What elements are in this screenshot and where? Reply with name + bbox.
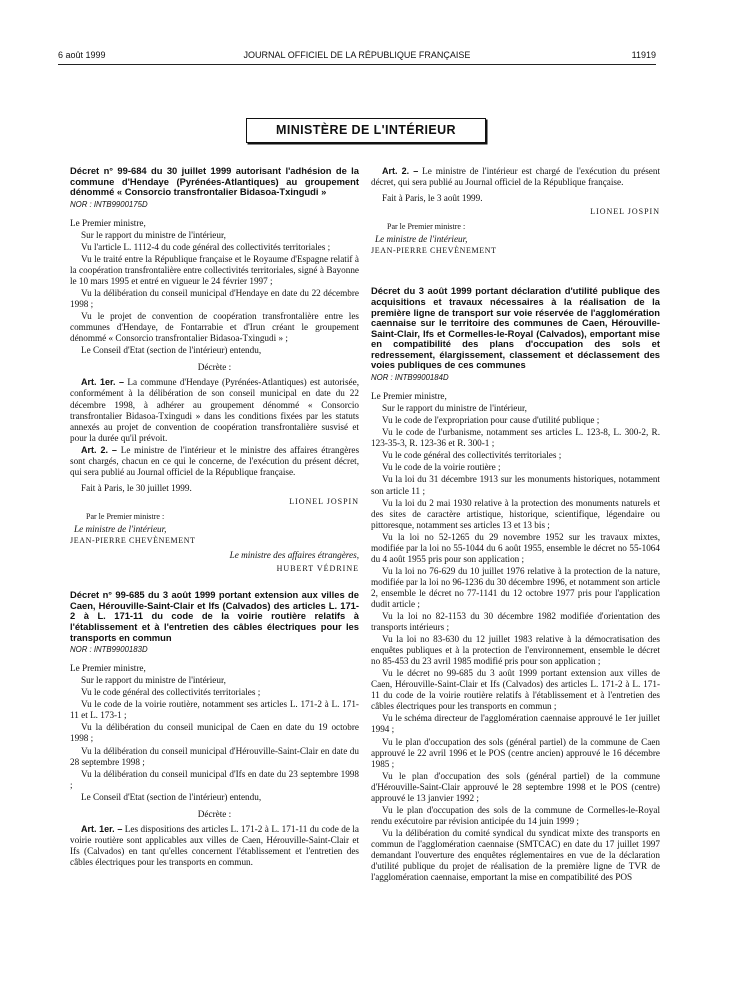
decree1-minister-name: JEAN-PIERRE CHEVÈNEMENT <box>70 536 196 546</box>
header-date: 6 août 1999 <box>58 50 106 60</box>
decree2-intro-4: Vu la délibération du conseil municipal de Caen en date du 19 octobre 1998 ; <box>70 722 359 744</box>
decree3-intro-16: Vu le plan d'occupation des sols de la commune de Cormelles-le-Royal rendu exécutoire par révision anticipée du 14 juin 1999 ; <box>371 804 660 826</box>
decree2-minister-name: JEAN-PIERRE CHEVÈNEMENT <box>371 246 497 256</box>
decree2-intro-7: Le Conseil d'Etat (section de l'intérieur) entendu, <box>81 791 262 802</box>
decree3-intro-0: Le Premier ministre, <box>371 391 447 402</box>
decree1-par: Par le Premier ministre : <box>86 511 165 521</box>
right-column <box>371 166 660 884</box>
decree3-intro-9: Vu la loi no 76-629 du 10 juillet 1976 relative à la protection de la nature, modifiée par la loi no 96-1236 du 30 décembre 1996, et notamment son article 2, ensemble le décret no 77-1141 du 12 octobre 1977 pris pour l'application dudit article ; <box>371 565 660 609</box>
decree1-intro-5: Vu le projet de convention de coopération transfrontalière entre les communes d'Hendaye, de Fontarrabie et d'Irun créant le groupement dénommé « Consorcio transfrontalier Bidasoa-Txingudi » ; <box>70 311 359 344</box>
decree3-intro-6: Vu la loi du 31 décembre 1913 sur les monuments historiques, notamment son article 11 ; <box>371 474 660 496</box>
decree3-intro-11: Vu la loi no 83-630 du 12 juillet 1983 relative à la démocratisation des enquêtes publiques et à la protection de l'environnement, ensemble le décret no 85-453 du 23 avril 1985 modifié pris pour son application ; <box>371 634 660 667</box>
decree2-signer: LIONEL JOSPIN <box>590 207 660 217</box>
decree2-decrete: Décrète : <box>197 808 232 819</box>
left-column <box>70 166 359 869</box>
decree3-intro-2: Vu le code de l'expropriation pour cause d'utilité publique ; <box>382 415 600 426</box>
decree1-fait: Fait à Paris, le 30 juillet 1999. <box>81 482 192 493</box>
decree1-intro-4: Vu la délibération du conseil municipal d'Hendaye en date du 22 décembre 1998 ; <box>70 288 359 310</box>
decree3-intro-15: Vu le plan d'occupation des sols (général partiel) de la commune d'Hérouville-Saint-Clair approuvé le 28 septembre 1998 et le POS (centre) approuvé le 13 janvier 1992 ; <box>371 770 660 803</box>
decree2-par: Par le Premier ministre : <box>387 222 466 232</box>
decree2-article-1: Art. 1er. – Les dispositions des articles L. 171-2 à L. 171-11 du code de la voirie routière sont applicables aux villes de Caen, Hérouville-Saint-Clair et Ifs (Calvados) en tant qu'elles concernent l'établissement et l'entretien des câbles électriques pour les transports en commun. <box>70 823 360 867</box>
decree1-intro-1: Sur le rapport du ministre de l'intérieur, <box>81 229 226 240</box>
decree3-intro-5: Vu le code de la voirie routière ; <box>382 462 501 473</box>
decree1-intro-6: Le Conseil d'Etat (section de l'intérieur) entendu, <box>81 345 262 356</box>
decree2-intro-6: Vu la délibération du conseil municipal d'Ifs en date du 23 septembre 1998 ; <box>70 768 359 790</box>
decree3-intro-12: Vu le décret no 99-685 du 3 août 1999 portant extension aux villes de Caen, Hérouville-Saint-Clair et Ifs (Calvados) des articles L. 171-2 à L. 171-11 du code de la voirie routière relatifs à l'établissement et à l'entretien des câbles électriques pour les transports en commun ; <box>371 668 660 712</box>
decree2-fait: Fait à Paris, le 3 août 1999. <box>382 193 483 204</box>
decree1-minister2-name: HUBERT VÉDRINE <box>276 564 359 574</box>
decree1-signer: LIONEL JOSPIN <box>289 496 359 506</box>
decree1-intro-0: Le Premier ministre, <box>70 217 146 228</box>
decree1-minister-title: Le ministre de l'intérieur, <box>74 524 167 534</box>
decree1-article-1: Art. 1er. – La commune d'Hendaye (Pyrénées-Atlantiques) est autorisée, conformément à la délibération de son conseil municipal en date du 22 décembre 1998, à adhérer au groupement dénommé « Consorcio transfrontalier Bidasoa-Txingudi » dans les conditions fixées par les statuts annexés au projet de convention de coopération transfrontalière susvisé et pour la durée qu'il prévoit. <box>70 377 359 443</box>
decree2-intro-1: Sur le rapport du ministre de l'intérieur, <box>81 675 226 686</box>
decree2-intro-2: Vu le code général des collectivités territoriales ; <box>81 687 261 698</box>
decree1-decrete: Décrète : <box>197 362 232 373</box>
decree3-intro-3: Vu le code de l'urbanisme, notamment ses articles L. 123-8, L. 300-2, R. 123-35-3, R. 123-36 et R. 300-1 ; <box>371 427 660 449</box>
decree3-intro-10: Vu la loi no 82-1153 du 30 décembre 1982 modifiée d'orientation des transports intérieurs ; <box>371 611 660 633</box>
decree3-title: Décret du 3 août 1999 portant déclaration d'utilité publique des acquisitions et travaux nécessaires à la réalisation de la première ligne de transport sur voie réservée de l'agglomération caennaise sur le territoire des communes de Caen, Hérouville-Saint-Clair, Ifs et Cormelles-le-Royal (Calvados), emportant mise en compatibilité des plans d'occupation des sols et redressement, élargissement, classement et déclassement des voies publiques de ces communes <box>371 285 660 371</box>
decree2-minister-title: Le ministre de l'intérieur, <box>375 234 468 245</box>
decree3-nor: NOR : INTB9900184D <box>371 373 449 383</box>
header-journal-title: JOURNAL OFFICIEL DE LA RÉPUBLIQUE FRANÇAISE <box>243 50 471 60</box>
decree2-article-2: Art. 2. – Le ministre de l'intérieur est chargé de l'exécution du présent décret, qui sera publié au Journal officiel de la République française. <box>371 166 661 188</box>
decree1-intro-3: Vu le traité entre la République française et le Royaume d'Espagne relatif à la coopération transfrontalière entre collectivités territoriales, signé à Bayonne le 10 mars 1995 et entré en vigueur le 24 février 1997 ; <box>70 253 359 287</box>
decree1-minister2-title: Le ministre des affaires étrangères, <box>229 550 359 561</box>
decree1-intro-2: Vu l'article L. 1112-4 du code général des collectivités territoriales ; <box>81 241 331 252</box>
decree1-title: Décret n° 99-684 du 30 juillet 1999 autorisant l'adhésion de la commune d'Hendaye (Pyrénées-Atlantiques) au groupement dénommé « Consorcio transfrontalier Bidasoa-Txingudi » <box>70 165 359 198</box>
header-page-number: 11919 <box>631 50 656 60</box>
ministry-heading: MINISTÈRE DE L'INTÉRIEUR <box>246 118 486 143</box>
decree3-intro-4: Vu le code général des collectivités territoriales ; <box>382 450 562 461</box>
page-header <box>58 50 656 64</box>
decree2-intro-5: Vu la délibération du conseil municipal d'Hérouville-Saint-Clair en date du 28 septembre 1998 ; <box>70 745 359 767</box>
decree1-article-2: Art. 2. – Le ministre de l'intérieur et le ministre des affaires étrangères sont chargés, chacun en ce qui le concerne, de l'exécution du présent décret, qui sera publié au Journal officiel de la République française. <box>70 444 360 477</box>
decree1-nor: NOR : INTB9900175D <box>70 199 148 209</box>
header-rule <box>58 64 656 65</box>
decree3-intro-14: Vu le plan d'occupation des sols (général partiel) de la commune de Caen approuvé le 22 avril 1996 et le POS (centre ancien) approuvé le 16 décembre 1985 ; <box>371 736 660 769</box>
decree2-nor: NOR : INTB9900183D <box>70 645 148 655</box>
decree3-intro-17: Vu la délibération du comité syndical du syndicat mixte des transports en commun de l'agglomération caennaise (SMTCAC) en date du 17 juillet 1997 demandant l'ouverture des enquêtes réglementaires en vue de la déclaration d'utilité publique du projet de réalisation de la première ligne de TVR de l'agglomération caennaise, emportant la mise en compatibilité des POS <box>371 827 660 883</box>
decree2-intro-3: Vu le code de la voirie routière, notamment ses articles L. 171-2 à L. 171-11 et L. 173-1 ; <box>70 699 359 721</box>
decree3-intro-7: Vu la loi du 2 mai 1930 relative à la protection des monuments naturels et des sites de caractère artistique, historique, scientifique, légendaire ou pittoresque, notamment ses articles 13 et 13 bis ; <box>371 497 660 530</box>
decree2-intro-0: Le Premier ministre, <box>70 663 146 674</box>
decree3-intro-1: Sur le rapport du ministre de l'intérieur, <box>382 403 527 414</box>
decree3-intro-13: Vu le schéma directeur de l'agglomération caennaise approuvé le 1er juillet 1994 ; <box>371 713 660 735</box>
decree2-title: Décret n° 99-685 du 3 août 1999 portant extension aux villes de Caen, Hérouville-Saint-Clair et Ifs (Calvados) des articles L. 171-2 à L. 171-11 du code de la voirie routière relatifs à l'établissement et à l'entretien des câbles électriques pour les transports en commun <box>70 589 359 643</box>
decree3-intro-8: Vu la loi no 52-1265 du 29 novembre 1952 sur les travaux mixtes, modifiée par la loi no 55-1044 du 6 août 1955, ensemble le décret no 55-1064 du 4 août 1955 pris pour son application ; <box>371 531 660 564</box>
